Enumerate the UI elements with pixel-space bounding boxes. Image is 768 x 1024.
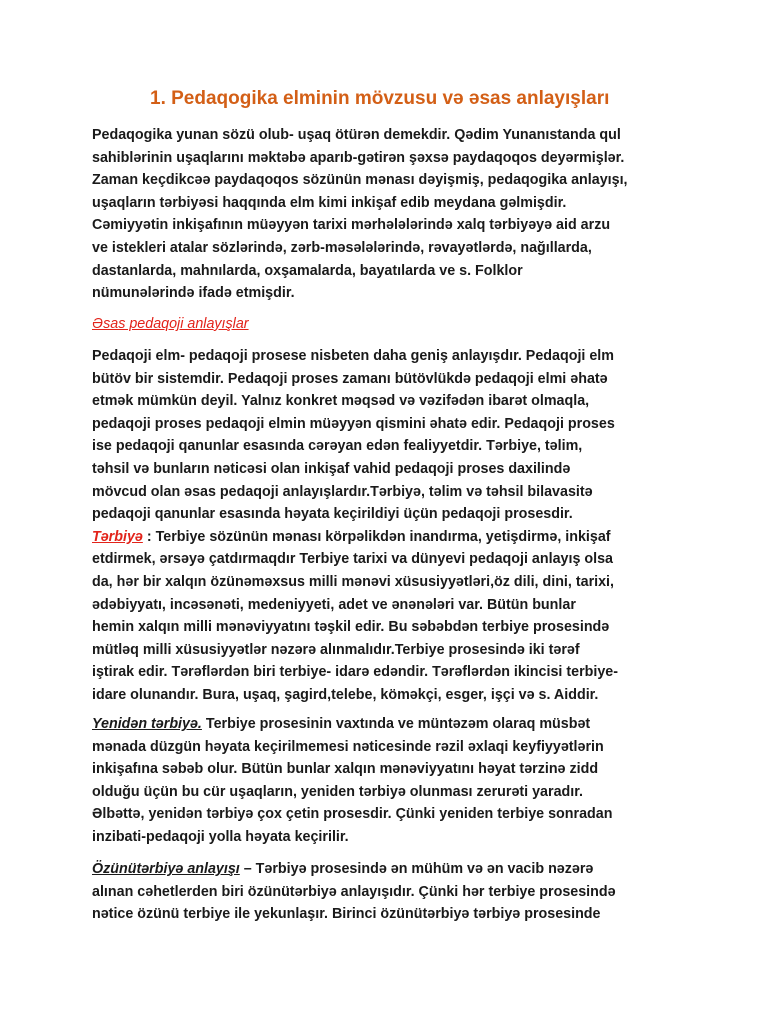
paragraph-line: pedaqoji qanunlar esasında həyata keçirildiyi üçün pedaqoji prosesdir. [92, 506, 573, 523]
pedagogical-science-paragraph [92, 345, 692, 707]
paragraph-line: Pedaqoji elm- pedaqoji prosese nisbeten daha geniş anlayışdır. Pedaqoji elm [92, 348, 614, 364]
paragraph-line: ise pedaqoji qanunlar esasında cərəyan edən fealiyyetdir. Tərbiye, təlim, [92, 438, 583, 455]
paragraph-line: ədəbiyyatı, incəsənəti, medeniyyeti, adet ve ənənələri var. Bütün bunlar [92, 596, 576, 613]
paragraph-line: da, hər bir xalqın özünəməxsus milli mənəvi xüsusiyyətləri,öz dili, dini, tarixi, [92, 573, 614, 590]
paragraph-line: inzibati-pedaqoji yolla həyata keçirilir. [92, 828, 349, 845]
paragraph-line: pedaqoji proses pedaqoji elmin müəyyən qismini əhatə edir. Pedaqoji proses [92, 415, 615, 432]
paragraph-line: mənada düzgün həyata keçirilmemesi nəticesinde rəzil əxlaqi keyfiyyətlərin [92, 738, 604, 755]
paragraph-line: bütöv bir sistemdir. Pedaqoji proses zamanı bütövlükdə pedaqoji elmi əhatə [92, 370, 608, 387]
self-education-paragraph [92, 858, 692, 926]
paragraph-line: inkişafına səbəb olur. Bütün bunlar xalqın mənəviyyatını həyat tərzinə zidd [92, 761, 599, 778]
intro-paragraph [92, 124, 692, 305]
term-ozunuterbiye: Özünütərbiyə anlayışı [92, 861, 240, 877]
page-title: 1. Pedaqogika elminin mövzusu və əsas anlayışları [150, 88, 610, 109]
paragraph-line: olduğu üçün bu cür uşaqların, yeniden tərbiyə olunması zerurəti yaradır. [92, 783, 583, 800]
term-yeniden-terbiye: Yenidən tərbiyə. [92, 716, 202, 732]
intro-line: ve istekleri atalar sözlərində, zərb-məsələlərində, rəvayətlərdə, nağıllarda, [92, 239, 592, 256]
paragraph-line: etmək mümkün deyil. Yalnız konkret məqsəd və vəzifədən ibarət olmaqla, [92, 393, 590, 410]
intro-line: nümunələrində ifadə etmişdir. [92, 285, 295, 302]
paragraph-line: mövcud olan əsas pedaqoji anlayışlardır.Tərbiyə, təlim və təhsil bilavasitə [92, 483, 593, 500]
paragraph-line [92, 713, 692, 736]
intro-line: Zaman keçdikcəə paydaqoqos sözünün mənası dəyişmiş, pedaqogika anlayışı, [92, 172, 628, 189]
paragraph-line [92, 858, 692, 881]
paragraph-line: hemin xalqın milli mənəviyyatını təşkil edir. Bu səbəbdən terbiye prosesində [92, 619, 610, 636]
paragraph-line: alınan cəhetlerden biri özünütərbiyə anlayışıdır. Çünki hər terbiye prosesində [92, 883, 616, 900]
paragraph-line: mütləq milli xüsusiyyətlər nəzərə alınmalıdır.Terbiye prosesində iki tərəf [92, 641, 580, 658]
paragraph-line: Əlbəttə, yenidən tərbiyə çox çetin prosesdir. Çünki yeniden terbiye sonradan [92, 806, 613, 823]
intro-line: dastanlarda, mahnılarda, oxşamalarda, bayatılarda ve s. Folklor [92, 262, 523, 279]
paragraph-line-text: : Terbiye sözünün mənası körpəlikdən inandırma, yetişdirmə, inkişaf [142, 528, 611, 545]
term-terbiye: Tərbiyə [92, 528, 143, 545]
intro-line: uşaqların tərbiyəsi haqqında elm kimi inkişaf edib meydana gəlmişdir. [92, 194, 567, 211]
paragraph-line: etdirmek, ərsəyə çatdırmaqdır Terbiye tarixi va dünyevi pedaqoji anlayış olsa [92, 551, 613, 568]
paragraph-line: iştirak edir. Tərəflərdən biri terbiye- idarə edəndir. Tərəflərdən ikincisi terbiye- [92, 664, 619, 681]
paragraph-line [92, 526, 692, 549]
intro-line: Cəmiyyətin inkişafının müəyyən tarixi mərhələlərində xalq tərbiyəyə aid arzu [92, 217, 611, 234]
paragraph-line-text: – Tərbiyə prosesində ən mühüm və ən vacib nəzərə [239, 861, 594, 877]
section-subheading: Əsas pedaqoji anlayışlar [92, 316, 249, 332]
paragraph-line: nətice özünü terbiye ile yekunlaşır. Birinci özünütərbiyə tərbiyə prosesinde [92, 906, 601, 923]
re-education-paragraph [92, 713, 692, 849]
paragraph-line: idare olunandır. Bura, uşaq, şagird,telebe, köməkçi, esger, işçi və s. Aiddir. [92, 686, 599, 703]
paragraph-line: təhsil və bunların nəticəsi olan inkişaf vahid pedaqoji proses daxilində [92, 460, 571, 477]
paragraph-line-text: Terbiye prosesinin vaxtında ve müntəzəm olaraq müsbət [201, 716, 591, 732]
intro-line: sahiblərinin uşaqlarını məktəbə aparıb-gətirən şəxsə paydaqoqos deyərmişlər. [92, 149, 625, 166]
intro-line: Pedaqogika yunan sözü olub- uşaq ötürən demekdir. Qədim Yunanıstanda qul [92, 127, 621, 143]
